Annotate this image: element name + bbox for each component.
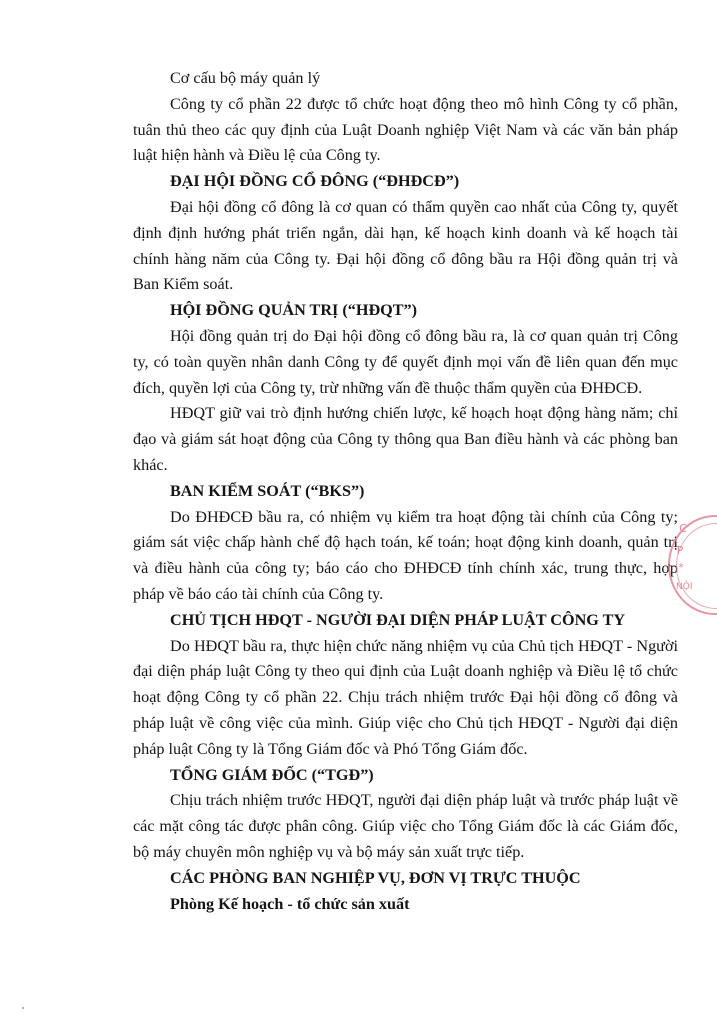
hdqt-paragraph-2: HĐQT giữ vai trò định hướng chiến lược, kế hoạch hoạt động hàng năm; chỉ đạo và giám sát hoạt động của Công ty thông qua Ban điều hành và các phòng ban khác.	[133, 404, 678, 474]
chairman-heading: CHỦ TỊCH HĐQT - NGƯỜI ĐẠI DIỆN PHÁP LUẬT CÔNG TY	[170, 610, 626, 629]
section-title: Cơ cấu bộ máy quản lý	[170, 69, 321, 87]
bks-heading: BAN KIỂM SOÁT (“BKS”)	[170, 481, 365, 500]
ceo-paragraph: Chịu trách nhiệm trước HĐQT, người đại diện pháp luật và trước pháp luật về các mặt công tác được phân công. Giúp việc cho Tổng Giám đốc là các Giám đốc, bộ máy chuyên môn nghiệp vụ và bộ máy sản xuất trực tiếp.	[133, 791, 678, 861]
dhdcd-paragraph: Đại hội đồng cổ đông là cơ quan có thẩm quyền cao nhất của Công ty, quyết định định hướng phát triển ngắn, dài hạn, kế hoạch kinh doanh và kế hoạch tài chính hàng năm của Công ty. Đại hội đồng cổ đông bầu ra Hội đồng quản trị và Ban Kiểm soát.	[133, 197, 678, 294]
dhdcd-heading: ĐẠI HỘI ĐỒNG CỔ ĐÔNG (“ĐHĐCĐ”)	[170, 172, 460, 191]
intro-paragraph: Công ty cổ phần 22 được tổ chức hoạt động theo mô hình Công ty cổ phần, tuân thủ theo các quy định của Luật Doanh nghiệp Việt Nam và các văn bản pháp luật hiện hành và Điều lệ của Công ty.	[133, 94, 678, 165]
hdqt-paragraph-1: Hội đồng quản trị do Đại hội đồng cổ đông bầu ra, là cơ quan quản trị Công ty, có toàn quyền nhân danh Công ty để quyết định mọi vấn đề liên quan đến mục đích, quyền lợi của Công ty, trừ những vấn đề thuộc thẩm quyền của ĐHĐCĐ.	[133, 326, 678, 397]
seal-letter-c: C	[679, 522, 687, 535]
seal-text-noi: NỘI	[676, 582, 693, 592]
planning-department-heading: Phòng Kế hoạch - tổ chức sản xuất	[170, 894, 410, 913]
hdqt-heading: HỘI ĐỒNG QUẢN TRỊ (“HĐQT”)	[170, 301, 418, 320]
chairman-paragraph: Do HĐQT bầu ra, thực hiện chức năng nhiệm vụ của Chủ tịch HĐQT - Người đại diện pháp luật Công ty theo qui định của Luật doanh nghiệp và Điều lệ tổ chức hoạt động Công ty cổ phần 22. Chịu trách nhiệm trước Đại hội đồng cổ đông và pháp luật về công việc của mình. Giúp việc cho Chủ tịch HĐQT - Người đại diện pháp luật Công ty là Tổng Giám đốc và Phó Tổng Giám đốc.	[133, 636, 678, 758]
ceo-heading: TỔNG GIÁM ĐỐC (“TGĐ”)	[170, 765, 374, 784]
seal-star-icon: *	[678, 561, 684, 574]
departments-heading: CÁC PHÒNG BAN NGHIỆP VỤ, ĐƠN VỊ TRỰC THUỘC	[170, 868, 581, 887]
scan-speck	[22, 1007, 24, 1009]
document-body	[133, 66, 678, 917]
seal-letter-p: P	[676, 544, 684, 557]
bks-paragraph: Do ĐHĐCĐ bầu ra, có nhiệm vụ kiểm tra hoạt động tài chính của Công ty; giám sát việc chấp hành chế độ hạch toán, kế toán; hoạt động kinh doanh, quản trị và điều hành của công ty; báo cáo cho ĐHĐCĐ tính chính xác, trung thực, hợp pháp về báo cáo tài chính của Công ty.	[133, 507, 678, 603]
